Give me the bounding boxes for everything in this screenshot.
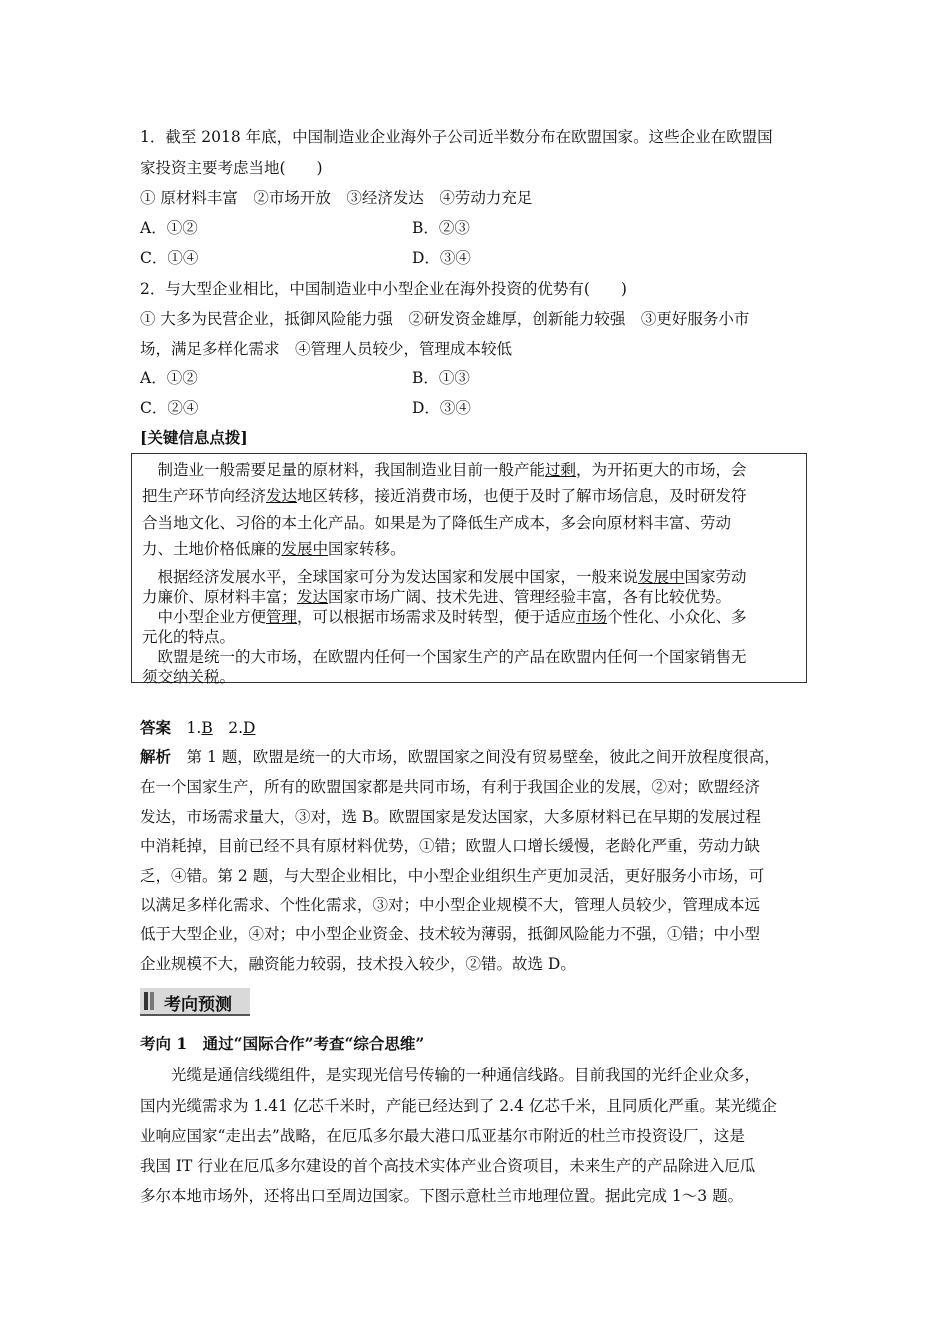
answer-1-prefix: 1. xyxy=(186,719,202,737)
key-info-box xyxy=(131,453,807,686)
key-info-p3-line1: 中小型企业方便管理，可以根据市场需求及时转型，便于适应市场个性化、小众化、多 xyxy=(142,608,747,626)
key-info-p1-line2: 把生产环节向经济发达地区转移，接近消费市场，也便于及时了解市场信息，及时研发符 xyxy=(142,487,747,505)
topic-line1: 光缆是通信线缆组件，是实现光信号传输的一种通信线路。目前我国的光纤企业众多， xyxy=(140,1066,761,1084)
q1-option-d: D．③④ xyxy=(412,249,471,267)
key-info-p2-line1: 根据经济发展水平，全球国家可分为发达国家和发展中国家，一般来说发展中国家劳动 xyxy=(142,568,747,586)
topic-line2: 国内光缆需求为 1.41 亿芯千米时，产能已经达到了 2.4 亿芯千米，且同质化严重。某光缆企 xyxy=(140,1097,777,1115)
topic-title: 考向 1 通过“国际合作”考查“综合思维” xyxy=(140,1034,425,1053)
analysis-line2: 在一个国家生产，所有的欧盟国家都是共同市场，有利于我国企业的发展，②对；欧盟经济 xyxy=(140,778,761,796)
analysis-line7: 低于大型企业，④对；中小型企业资金、技术较为薄弱，抵御风险能力不强，①错；中小型 xyxy=(140,925,761,943)
analysis-line8: 企业规模不大，融资能力较弱，技术投入较少，②错。故选 D。 xyxy=(140,955,576,973)
q1-option-a: A．①② xyxy=(140,219,198,237)
key-info-heading: [关键信息点拨] xyxy=(140,428,248,447)
answer-2-prefix: 2. xyxy=(228,719,244,737)
q1-items: ① 原材料丰富 ②市场开放 ③经济发达 ④劳动力充足 xyxy=(140,189,533,207)
q2-option-c: C．②④ xyxy=(140,399,199,417)
answer-2: D xyxy=(243,719,256,737)
key-info-p3-line2: 元化的特点。 xyxy=(142,628,236,646)
key-info-p1-line3: 合当地文化、习俗的本土化产品。如果是为了降低生产成本，多会向原材料丰富、劳动 xyxy=(142,514,732,532)
answer-label: 答案 xyxy=(140,718,172,737)
analysis-line3: 发达，市场需求量大，③对，选 B。欧盟国家是发达国家，大多原材料已在早期的发展过程 xyxy=(140,808,761,826)
q2-option-b: B．①③ xyxy=(412,369,470,387)
key-info-p1-line4: 力、土地价格低廉的发展中国家转移。 xyxy=(142,540,406,558)
q1-option-c: C．①④ xyxy=(140,249,199,267)
q2-option-d: D．③④ xyxy=(412,399,471,417)
analysis-line4: 中消耗掉，目前已经不具有原材料优势，①错；欧盟人口增长缓慢，老龄化严重，劳动力缺 xyxy=(140,837,761,855)
topic-line4: 我国 IT 行业在厄瓜多尔建设的首个高技术实体产业合资项目，未来生产的产品除进入厄瓜 xyxy=(140,1157,756,1175)
q1-stem-line1: 1．截至 2018 年底，中国制造业企业海外子公司近半数分布在欧盟国家。这些企业在欧盟国 xyxy=(140,128,773,146)
key-info-p1-line1: 制造业一般需要足量的原材料，我国制造业目前一般产能过剩，为开拓更大的市场，会 xyxy=(142,461,747,479)
analysis-line5: 乏，④错。第 2 题，与大型企业相比，中小型企业组织生产更加灵活，更好服务小市场，可 xyxy=(140,867,765,885)
key-info-p2-line2: 力廉价、原材料丰富；发达国家市场广阔、技术先进、管理经验丰富，各有比较优势。 xyxy=(142,588,732,606)
q2-stem: 2．与大型企业相比，中国制造业中小型企业在海外投资的优势有( ) xyxy=(140,280,627,298)
answer-line xyxy=(140,716,255,738)
section-marker-icon xyxy=(144,992,156,1010)
analysis-label: 解析 xyxy=(140,747,172,766)
topic-line3: 业响应国家“走出去”战略，在厄瓜多尔最大港口瓜亚基尔市附近的杜兰市投资设厂，这是 xyxy=(140,1127,745,1145)
key-info-p4-line2: 须交纳关税。 xyxy=(142,668,236,686)
section-title: 考向预测 xyxy=(164,995,232,1015)
key-info-p4-line1: 欧盟是统一的大市场，在欧盟内任何一个国家生产的产品在欧盟内任何一个国家销售无 xyxy=(142,648,747,666)
answer-1: B xyxy=(201,719,213,737)
q2-option-a: A．①② xyxy=(140,369,198,387)
analysis-line1: 解析 第 1 题，欧盟是统一的大市场，欧盟国家之间没有贸易壁垒，彼此之间开放程度很高， xyxy=(140,747,780,766)
q2-items-line1: ① 大多为民营企业，抵御风险能力强 ②研发资金雄厚，创新能力较强 ③更好服务小市 xyxy=(140,310,750,328)
topic-line5: 多尔本地市场外，还将出口至周边国家。下图示意杜兰市地理位置。据此完成 1～3 题。 xyxy=(140,1187,744,1205)
section-header xyxy=(140,988,250,1016)
q2-items-line2: 场，满足多样化需求 ④管理人员较少，管理成本较低 xyxy=(140,340,513,358)
q1-option-b: B．②③ xyxy=(412,219,470,237)
analysis-line6: 以满足多样化需求、个性化需求，③对；中小型企业规模不大，管理人员较少，管理成本远 xyxy=(140,896,761,914)
q1-stem-line2: 家投资主要考虑当地( ) xyxy=(140,159,323,177)
